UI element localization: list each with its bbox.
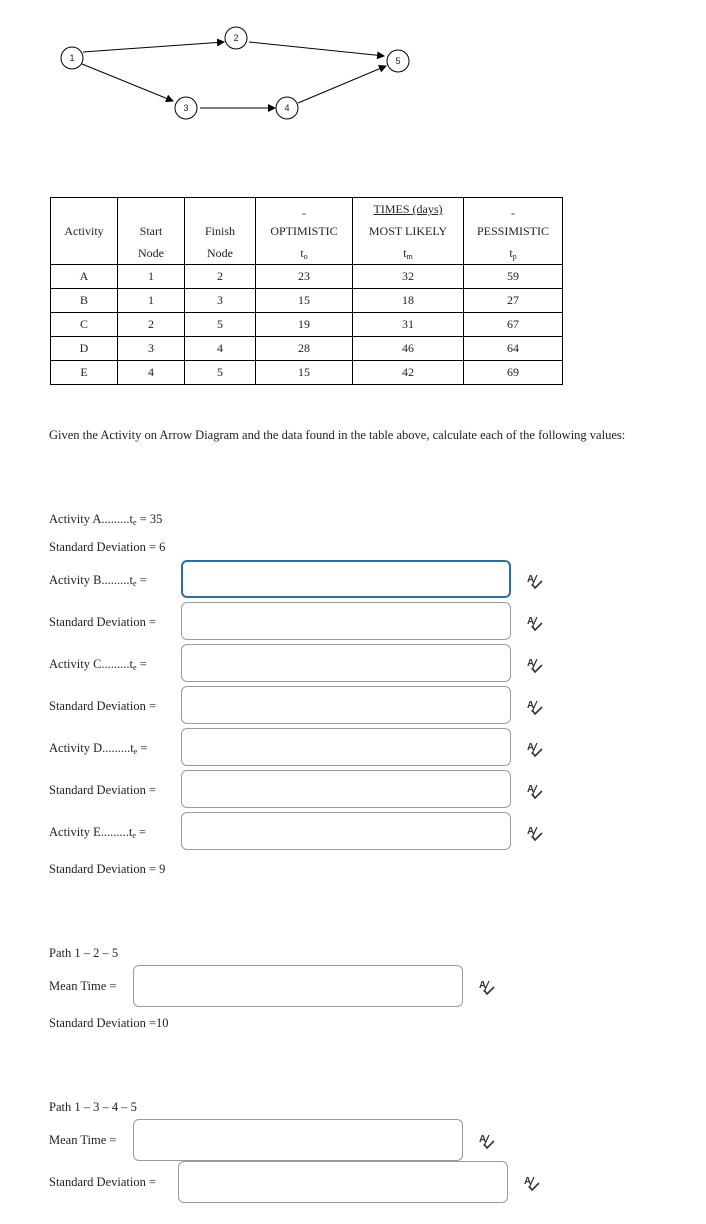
- instructions: Given the Activity on Arrow Diagram and the data found in the table above, calculate each of the following values:: [49, 428, 626, 442]
- activity-c-sd-label: Standard Deviation =: [49, 699, 157, 713]
- table-cell: A: [79, 269, 89, 283]
- table-cell: 28: [298, 341, 310, 355]
- header-finish-node: Node: [207, 246, 233, 260]
- path-1-3-4-5-sd-field[interactable]: [178, 1161, 508, 1203]
- table-cell: 2: [148, 317, 154, 331]
- activity-c-sd-input[interactable]: [182, 687, 510, 723]
- header-most-likely: MOST LIKELY: [368, 224, 448, 238]
- dash-mark: -: [302, 206, 306, 220]
- svg-text:4: 4: [284, 103, 290, 113]
- activity-e-te-input[interactable]: [182, 813, 510, 849]
- table-cell: 59: [507, 269, 519, 283]
- activity-d-sd-field[interactable]: [181, 770, 511, 808]
- node-5: [387, 50, 409, 72]
- activity-c-te-input[interactable]: [182, 645, 510, 681]
- table-cell: 5: [217, 365, 223, 379]
- table-cell: 5: [217, 317, 223, 331]
- path-1-2-5-mean-label: Mean Time =: [49, 979, 117, 993]
- header-finish: Finish: [204, 224, 235, 238]
- arrow-4-5: [298, 66, 386, 103]
- svg-text:2: 2: [233, 33, 239, 43]
- path-1-3-4-5-sd-input[interactable]: [179, 1162, 507, 1202]
- table-row: [51, 337, 563, 361]
- svg-text:A: A: [479, 1134, 487, 1145]
- table-cell: 23: [298, 269, 310, 283]
- header-to: $t_o$: [300, 246, 308, 261]
- table-cell: 3: [148, 341, 154, 355]
- table-cell: 64: [507, 341, 519, 355]
- table-cell: 42: [402, 365, 414, 379]
- svg-text:A: A: [527, 742, 535, 753]
- table-cell: 4: [217, 341, 223, 355]
- spellcheck-icon[interactable]: [526, 824, 544, 842]
- path-1-3-4-5-label: Path 1 – 3 – 4 – 5: [49, 1100, 137, 1114]
- svg-text:A: A: [524, 1176, 532, 1187]
- spellcheck-icon[interactable]: [526, 698, 544, 716]
- node-2: [225, 27, 247, 49]
- activity-d-sd-label: Standard Deviation =: [49, 783, 157, 797]
- activity-d-te-label: Activity $D.........t_e$ =: [49, 741, 148, 756]
- header-activity: Activity: [64, 224, 104, 238]
- svg-text:A: A: [527, 574, 535, 585]
- activity-c-te-field[interactable]: [181, 644, 511, 682]
- table-cell: 15: [298, 293, 310, 307]
- table-cell: 32: [402, 269, 414, 283]
- node-3: [175, 97, 197, 119]
- spellcheck-icon[interactable]: [526, 740, 544, 758]
- header-start-node: Node: [138, 246, 164, 260]
- spellcheck-icon[interactable]: [478, 1132, 496, 1150]
- activity-b-sd-label: Standard Deviation =: [49, 615, 157, 629]
- activity-b-sd-input[interactable]: [182, 603, 510, 639]
- activity-c-te-label: Activity $C.........t_e$ =: [49, 657, 147, 672]
- times-title: TIMES (days): [373, 202, 443, 216]
- table-row: [51, 265, 563, 289]
- table-cell: D: [79, 341, 89, 355]
- activity-b-sd-field[interactable]: [181, 602, 511, 640]
- svg-text:A: A: [527, 700, 535, 711]
- header-tm: $t_m$: [403, 246, 413, 261]
- activity-e-te-field[interactable]: [181, 812, 511, 850]
- table-cell: 19: [298, 317, 310, 331]
- path-1-3-4-5-mean-label: Mean Time =: [49, 1133, 117, 1147]
- spellcheck-icon[interactable]: [526, 782, 544, 800]
- table-cell: 27: [507, 293, 519, 307]
- node-4: [276, 97, 298, 119]
- table-cell: 15: [298, 365, 310, 379]
- activity-on-arrow-diagram: [0, 0, 706, 140]
- path-1-2-5-mean-input[interactable]: [134, 966, 462, 1006]
- table-row: [51, 313, 563, 337]
- activity-times-table: [50, 197, 563, 385]
- table-cell: 1: [148, 293, 154, 307]
- svg-text:A: A: [479, 980, 487, 991]
- path-1-3-4-5-mean-field[interactable]: [133, 1119, 463, 1161]
- activity-b-te-field[interactable]: [181, 560, 511, 598]
- activity-d-te-input[interactable]: [182, 729, 510, 765]
- table-cell: 18: [402, 293, 414, 307]
- header-optimistic: OPTIMISTIC: [270, 224, 338, 238]
- path-1-3-4-5-mean-input[interactable]: [134, 1120, 462, 1160]
- activity-d-te-field[interactable]: [181, 728, 511, 766]
- header-start: Start: [139, 224, 163, 238]
- activity-e-sd-label: Standard Deviation = 9: [49, 862, 166, 876]
- activity-d-sd-input[interactable]: [182, 771, 510, 807]
- header-pessimistic: PESSIMISTIC: [476, 224, 550, 238]
- table-cell: 2: [217, 269, 223, 283]
- table-cell: 67: [507, 317, 519, 331]
- spellcheck-icon[interactable]: [526, 614, 544, 632]
- spellcheck-icon[interactable]: [526, 572, 544, 590]
- table-cell: E: [80, 365, 88, 379]
- activity-a-te-label: Activity $A.........t_e = 35$: [49, 512, 163, 527]
- table-cell: 46: [402, 341, 414, 355]
- spellcheck-icon[interactable]: [478, 978, 496, 996]
- header-tp: $t_p$: [509, 246, 517, 261]
- table-cell: 31: [402, 317, 414, 331]
- table-cell: 3: [217, 293, 223, 307]
- table-cell: 4: [148, 365, 154, 379]
- activity-b-te-label: Activity $B.........t_e$ =: [49, 573, 147, 588]
- spellcheck-icon[interactable]: [523, 1174, 541, 1192]
- arrow-1-3: [82, 64, 173, 101]
- activity-e-te-label: Activity $E.........t_e$ =: [49, 825, 147, 840]
- node-1: [61, 47, 83, 69]
- svg-text:A: A: [527, 616, 535, 627]
- path-1-2-5-mean-field[interactable]: [133, 965, 463, 1007]
- svg-text:A: A: [527, 784, 535, 795]
- table-cell: C: [79, 317, 88, 331]
- svg-text:3: 3: [183, 103, 189, 113]
- path-1-2-5-sd-label: Standard Deviation =10: [49, 1016, 169, 1030]
- table-cell: 69: [507, 365, 519, 379]
- svg-text:5: 5: [395, 56, 401, 66]
- activity-c-sd-field[interactable]: [181, 686, 511, 724]
- activity-a-sd-label: Standard Deviation = 6: [49, 540, 166, 554]
- arrow-1-2: [83, 42, 224, 52]
- svg-text:1: 1: [69, 53, 75, 63]
- table-row: [51, 361, 563, 385]
- svg-text:A: A: [527, 826, 535, 837]
- table-row: [51, 289, 563, 313]
- dash-mark: -: [511, 206, 515, 220]
- path-1-3-4-5-sd-label: Standard Deviation =: [49, 1175, 157, 1189]
- table-cell: B: [79, 293, 88, 307]
- arrow-2-5: [249, 42, 384, 56]
- activity-b-te-input[interactable]: [183, 562, 509, 596]
- table-cell: 1: [148, 269, 154, 283]
- spellcheck-icon[interactable]: [526, 656, 544, 674]
- path-1-2-5-label: Path 1 – 2 – 5: [49, 946, 119, 960]
- svg-text:A: A: [527, 658, 535, 669]
